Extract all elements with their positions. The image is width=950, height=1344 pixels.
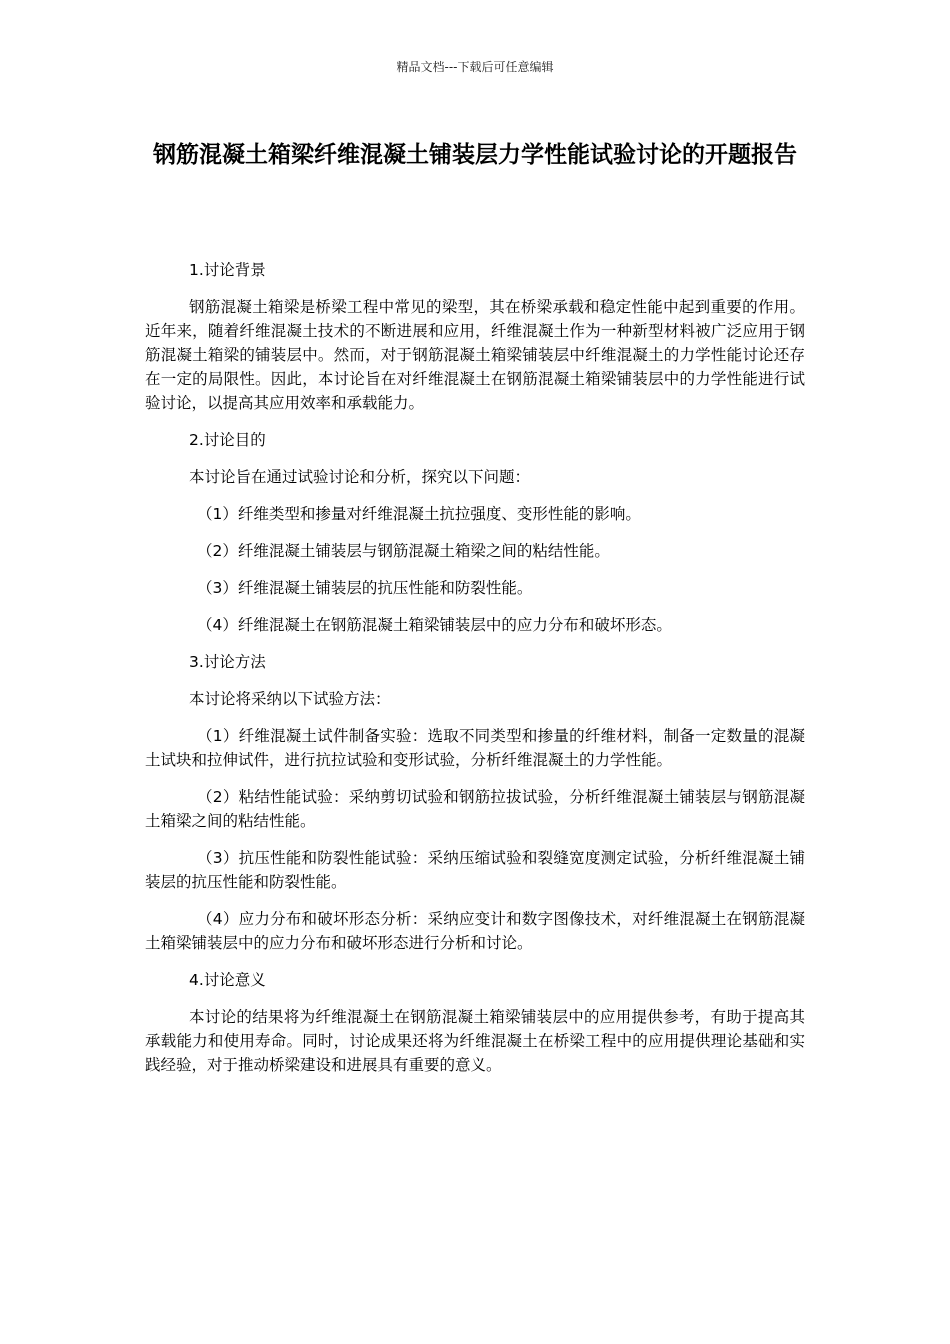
section-heading-background: 1.讨论背景 [189, 261, 266, 279]
background-paragraph: 钢筋混凝土箱梁是桥梁工程中常见的梁型，其在桥梁承载和稳定性能中起到重要的作用。近年来，随着纤维混凝土技术的不断进展和应用，纤维混凝土作为一种新型材料被广泛应用于钢筋混凝土箱梁的铺装层中。然而，对于钢筋混凝土箱梁铺装层中纤维混凝土的力学性能讨论还存在一定的局限性。因此，本讨论旨在对纤维混凝土在钢筋混凝土箱梁铺装层中的力学性能进行试验讨论，以提高其应用效率和承载能力。 [145, 298, 805, 412]
purpose-item: （2）纤维混凝土铺装层与钢筋混凝土箱梁之间的粘结性能。 [197, 542, 610, 560]
document-body [145, 258, 805, 1090]
method-item: （1）纤维混凝土试件制备实验：选取不同类型和掺量的纤维材料，制备一定数量的混凝土试块和拉伸试件，进行抗拉试验和变形试验，分析纤维混凝土的力学性能。 [145, 727, 805, 769]
page-header: 精品文档---下载后可任意编辑 [396, 60, 554, 74]
significance-paragraph: 本讨论的结果将为纤维混凝土在钢筋混凝土箱梁铺装层中的应用提供参考，有助于提高其承载能力和使用寿命。同时，讨论成果还将为纤维混凝土在桥梁工程中的应用提供理论基础和实践经验，对于推动桥梁建设和进展具有重要的意义。 [145, 1008, 805, 1074]
method-item: （2）粘结性能试验：采纳剪切试验和钢筋拉拔试验，分析纤维混凝土铺装层与钢筋混凝土箱梁之间的粘结性能。 [145, 788, 805, 830]
section-heading-methods: 3.讨论方法 [189, 653, 266, 671]
purpose-intro: 本讨论旨在通过试验讨论和分析，探究以下问题： [189, 468, 531, 486]
document-title: 钢筋混凝土箱梁纤维混凝土铺装层力学性能试验讨论的开题报告 [153, 142, 797, 168]
method-item: （3）抗压性能和防裂性能试验：采纳压缩试验和裂缝宽度测定试验，分析纤维混凝土铺装层的抗压性能和防裂性能。 [145, 849, 805, 891]
methods-intro: 本讨论将采纳以下试验方法： [189, 690, 391, 708]
method-item: （4）应力分布和破坏形态分析：采纳应变计和数字图像技术，对纤维混凝土在钢筋混凝土箱梁铺装层中的应力分布和破坏形态进行分析和讨论。 [145, 910, 805, 952]
section-heading-significance: 4.讨论意义 [189, 971, 266, 989]
section-heading-purpose: 2.讨论目的 [189, 431, 266, 449]
purpose-item: （3）纤维混凝土铺装层的抗压性能和防裂性能。 [197, 579, 533, 597]
purpose-item: （1）纤维类型和掺量对纤维混凝土抗拉强度、变形性能的影响。 [197, 505, 641, 523]
purpose-item: （4）纤维混凝土在钢筋混凝土箱梁铺装层中的应力分布和破坏形态。 [197, 616, 672, 634]
